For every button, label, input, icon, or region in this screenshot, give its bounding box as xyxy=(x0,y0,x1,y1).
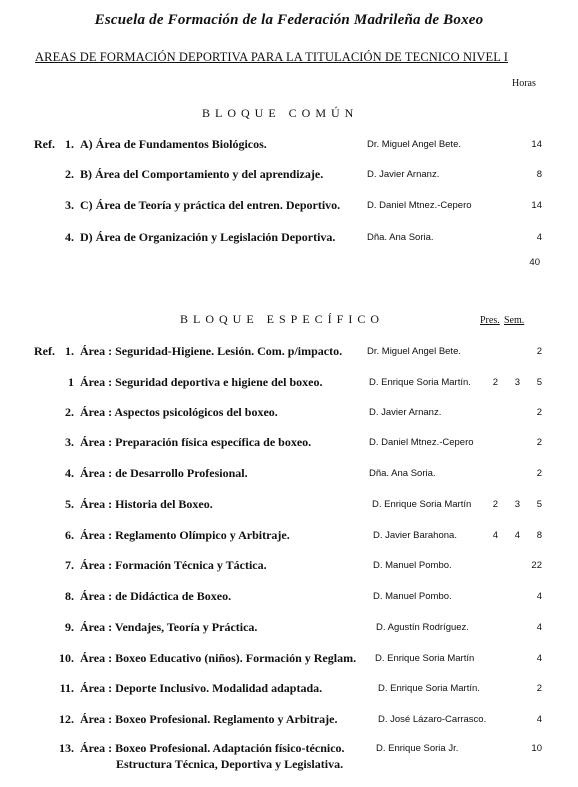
especifico-row-number: 11. xyxy=(59,681,74,695)
especifico-row-hours: 4 xyxy=(536,714,542,725)
especifico-row-number: 13. xyxy=(59,741,74,755)
comun-row-area: B) Área del Comportamiento y del aprendizaje. xyxy=(80,167,324,181)
especifico-row-number: 3. xyxy=(65,435,74,449)
especifico-row-number: 8. xyxy=(65,589,74,603)
especifico-row-area-continuation: Estructura Técnica, Deportiva y Legislativa. xyxy=(116,757,344,771)
comun-row-hours: 14 xyxy=(531,139,542,150)
especifico-row-hours: 2 xyxy=(536,437,542,448)
especifico-row-area: Área : Aspectos psicológicos del boxeo. xyxy=(80,405,278,419)
especifico-row-hours: 8 xyxy=(536,530,542,541)
comun-row-teacher: Dr. Miguel Angel Bete. xyxy=(367,139,461,150)
especifico-row-hours: 4 xyxy=(536,591,542,602)
especifico-row-area: Área : Deporte Inclusivo. Modalidad adaptada. xyxy=(80,681,323,695)
especifico-row-teacher: D. Enrique Soria Jr. xyxy=(376,743,459,754)
especifico-row-number: 4. xyxy=(65,466,74,480)
especifico-row-teacher: D. Manuel Pombo. xyxy=(373,591,452,602)
comun-row-hours: 14 xyxy=(531,200,542,211)
especifico-row-teacher: D. Agustín Rodríguez. xyxy=(376,622,469,633)
especifico-row-teacher: D. Enrique Soria Martín xyxy=(372,499,472,510)
comun-row-area: A) Área de Fundamentos Biológicos. xyxy=(80,137,267,151)
especifico-row-sem: 3 xyxy=(514,499,520,510)
especifico-row-number: 7. xyxy=(65,558,74,572)
especifico-row-number: 5. xyxy=(65,497,74,511)
especifico-row-hours: 4 xyxy=(536,653,542,664)
especifico-row-area: Área : Preparación física específica de boxeo. xyxy=(80,435,312,449)
especifico-ref-label: Ref. xyxy=(34,344,55,358)
especifico-row-teacher: D. José Lázaro-Carrasco. xyxy=(378,714,487,725)
sem-column-label: Sem. xyxy=(504,315,525,326)
especifico-row-area: Área : Boxeo Profesional. Adaptación físico-técnico. xyxy=(80,741,345,755)
especifico-row-teacher: D. Enrique Soria Martín. xyxy=(369,377,471,388)
especifico-row-area: Área : Seguridad deportiva e higiene del boxeo. xyxy=(80,375,323,389)
comun-total-hours: 40 xyxy=(529,257,540,268)
school-title: Escuela de Formación de la Federación Madrileña de Boxeo xyxy=(94,12,484,28)
especifico-row-teacher: Dr. Miguel Angel Bete. xyxy=(367,346,461,357)
especifico-row-sem: 4 xyxy=(514,530,520,541)
especifico-row-area: Área : Seguridad-Higiene. Lesión. Com. p/impacto. xyxy=(80,344,343,358)
especifico-row-hours: 2 xyxy=(536,468,542,479)
bloque-especifico-title: BLOQUE ESPECÍFICO xyxy=(180,312,385,326)
pres-column-label: Pres. xyxy=(480,315,500,326)
especifico-row-number: 2. xyxy=(65,405,74,419)
comun-row-hours: 4 xyxy=(536,232,542,243)
especifico-row-area: Área : Vendajes, Teoría y Práctica. xyxy=(80,620,258,634)
especifico-row-area: Área : Historia del Boxeo. xyxy=(80,497,213,511)
especifico-row-area: Área : Formación Técnica y Táctica. xyxy=(80,558,267,572)
comun-row-number: 3. xyxy=(65,198,74,212)
especifico-row-area: Área : Boxeo Educativo (niños). Formación y Reglam. xyxy=(80,651,357,665)
especifico-row-hours: 4 xyxy=(536,622,542,633)
especifico-row-hours: 2 xyxy=(536,683,542,694)
especifico-row-teacher: D. Javier Arnanz. xyxy=(369,407,442,418)
document-subtitle: AREAS DE FORMACIÓN DEPORTIVA PARA LA TITULACIÓN DE TECNICO NIVEL I xyxy=(35,50,508,64)
especifico-row-teacher: Dña. Ana Soria. xyxy=(369,468,436,479)
especifico-row-hours: 5 xyxy=(536,499,542,510)
comun-row-number: 1. xyxy=(65,137,74,151)
especifico-row-hours: 5 xyxy=(536,377,542,388)
especifico-row-sem: 3 xyxy=(514,377,520,388)
especifico-row-number: 9. xyxy=(65,620,74,634)
especifico-row-pres: 2 xyxy=(492,499,498,510)
comun-row-area: C) Área de Teoría y práctica del entren. Deportivo. xyxy=(80,198,341,212)
especifico-row-hours: 2 xyxy=(536,407,542,418)
especifico-row-number: 1 xyxy=(68,375,74,389)
especifico-row-pres: 2 xyxy=(492,377,498,388)
comun-row-teacher: D. Javier Arnanz. xyxy=(367,169,440,180)
comun-row-number: 4. xyxy=(65,230,74,244)
bloque-comun-title: BLOQUE COMÚN xyxy=(202,106,359,120)
especifico-row-teacher: D. Enrique Soria Martín. xyxy=(378,683,480,694)
especifico-row-teacher: D. Daniel Mtnez.-Cepero xyxy=(369,437,474,448)
especifico-row-teacher: D. Enrique Soria Martín xyxy=(375,653,475,664)
especifico-row-hours: 22 xyxy=(531,560,542,571)
especifico-row-area: Área : Reglamento Olímpico y Arbitraje. xyxy=(80,528,290,542)
comun-row-area: D) Área de Organización y Legislación Deportiva. xyxy=(80,230,336,244)
especifico-row-number: 10. xyxy=(59,651,74,665)
especifico-row-teacher: D. Manuel Pombo. xyxy=(373,560,452,571)
especifico-row-hours: 2 xyxy=(536,346,542,357)
comun-row-teacher: Dña. Ana Soria. xyxy=(367,232,434,243)
especifico-row-area: Área : Boxeo Profesional. Reglamento y Arbitraje. xyxy=(80,712,338,726)
especifico-row-pres: 4 xyxy=(492,530,498,541)
comun-row-teacher: D. Daniel Mtnez.-Cepero xyxy=(367,200,472,211)
especifico-row-number: 6. xyxy=(65,528,74,542)
especifico-row-hours: 10 xyxy=(531,743,542,754)
especifico-row-area: Área : de Desarrollo Profesional. xyxy=(80,466,248,480)
comun-row-number: 2. xyxy=(65,167,74,181)
hours-column-label: Horas xyxy=(512,78,536,89)
especifico-row-number: 1. xyxy=(65,344,74,358)
especifico-row-area: Área : de Didáctica de Boxeo. xyxy=(80,589,232,603)
comun-row-hours: 8 xyxy=(536,169,542,180)
comun-ref-label: Ref. xyxy=(34,137,55,151)
especifico-row-teacher: D. Javier Barahona. xyxy=(373,530,457,541)
especifico-row-number: 12. xyxy=(59,712,74,726)
